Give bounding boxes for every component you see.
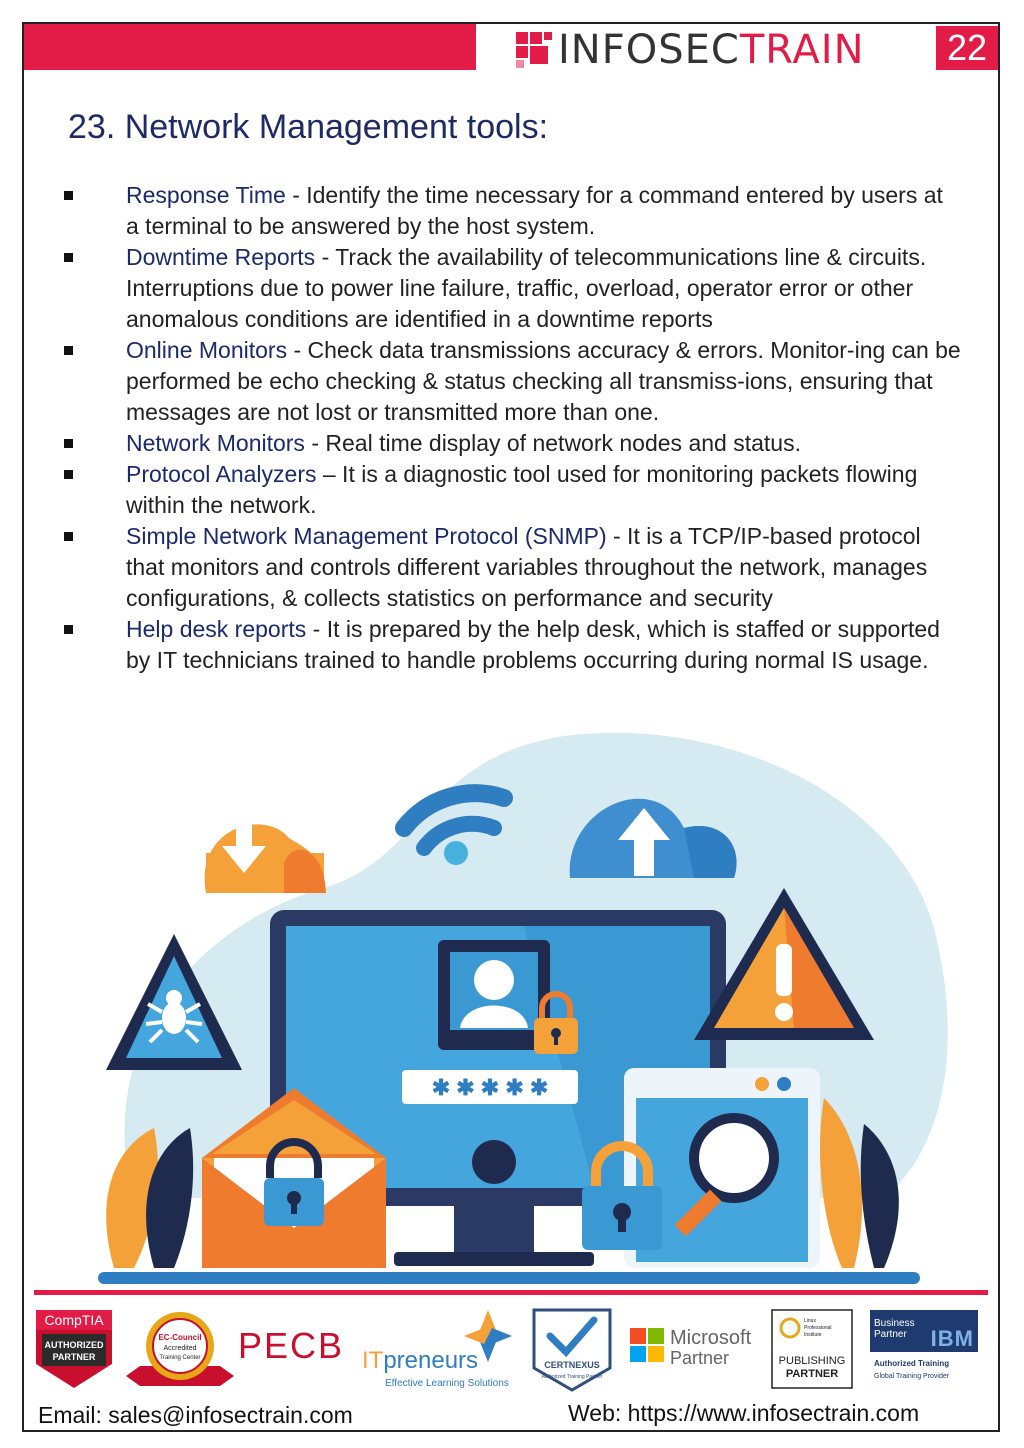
item-description: - It is a TCP/IP-based protocol that monitors and controls different variables throughout the network, manages configurations, & collects statistics on performance and security <box>126 523 928 611</box>
lpi-partner: PARTNER <box>785 1368 839 1380</box>
pecb-logo: PECB <box>238 1325 345 1366</box>
item-term: Online Monitors <box>126 337 288 363</box>
comptia-brand: CompTIA <box>44 1312 104 1328</box>
item-term: Simple Network Management Protocol (SNMP) <box>126 523 607 549</box>
certnexus-badge <box>534 1310 610 1390</box>
eccouncil-line1: EC-Council <box>158 1333 202 1342</box>
bullet-icon <box>64 346 73 355</box>
download-cloud-icon <box>205 810 326 893</box>
itpreneurs-logo <box>362 1310 512 1389</box>
item-description: - Track the availability of telecommunications line & circuits. Interruptions due to power line failure, traffic, overload, operator error or other anomalous conditions are identified in a downtime reports <box>126 244 927 332</box>
item-term: Protocol Analyzers <box>126 461 317 487</box>
user-profile-icon <box>438 940 550 1050</box>
tools-list <box>62 180 962 676</box>
list-item <box>62 521 962 614</box>
footer-divider <box>34 1290 988 1295</box>
microsoft-line1: Microsoft <box>670 1327 752 1349</box>
bullet-icon <box>64 625 73 634</box>
infosectrain-logo <box>514 28 865 72</box>
comptia-badge <box>36 1310 112 1388</box>
list-item <box>62 428 962 459</box>
password-mask: ✱ ✱ ✱ ✱ ✱ <box>431 1075 549 1100</box>
ibm-authorized: Authorized Training <box>874 1359 950 1368</box>
ibm-line2: Partner <box>874 1329 907 1340</box>
bullet-icon <box>64 470 73 479</box>
network-security-illustration <box>94 728 954 1290</box>
comptia-line1: AUTHORIZED <box>44 1340 104 1350</box>
item-term: Response Time <box>126 182 286 208</box>
ibm-business-partner-logo <box>870 1310 978 1380</box>
list-item <box>62 242 962 335</box>
header-red-bar <box>24 24 476 70</box>
comptia-line2: PARTNER <box>52 1352 96 1362</box>
certnexus-tagline: Authorized Training Partner <box>541 1374 603 1380</box>
item-term: Help desk reports <box>126 616 307 642</box>
page-number: 22 <box>936 26 998 70</box>
item-description: - It is prepared by the help desk, which is staffed or supported by IT technicians trained to handle problems occurring during normal IS usage. <box>126 616 940 673</box>
logo-wordmark: INFOSECTRAIN <box>558 27 865 73</box>
ec-council-seal <box>126 1312 234 1386</box>
ibm-wordmark: IBM <box>930 1326 974 1351</box>
itpreneurs-wordmark: ITpreneurs <box>362 1347 479 1374</box>
bullet-icon <box>64 253 73 262</box>
bullet-icon <box>64 532 73 541</box>
eccouncil-line3: Training Center <box>159 1355 201 1361</box>
partner-logos <box>30 1306 990 1394</box>
lpi-line2: Professional <box>804 1325 832 1331</box>
footer-email: Email: sales@infosectrain.com <box>38 1402 353 1428</box>
footer-web: Web: https://www.infosectrain.com <box>568 1400 920 1426</box>
lpi-line1: Linux <box>804 1318 816 1324</box>
item-description: - Real time display of network nodes and status. <box>304 430 801 456</box>
list-item <box>62 614 962 676</box>
ibm-provider: Global Training Provider <box>874 1373 950 1380</box>
ground-line <box>98 1272 920 1284</box>
certnexus-name: CERTNEXUS <box>544 1360 600 1370</box>
lpi-line3: Institute <box>804 1332 822 1338</box>
itpreneurs-tagline: Effective Learning Solutions <box>385 1378 509 1389</box>
list-item <box>62 180 962 242</box>
item-term: Downtime Reports <box>126 244 316 270</box>
bullet-icon <box>64 191 73 200</box>
lpi-publishing: PUBLISHING <box>778 1355 846 1367</box>
section-title: 23. Network Management tools: <box>68 108 549 146</box>
list-item <box>62 459 962 521</box>
password-field <box>402 1070 578 1104</box>
ibm-line1: Business <box>874 1318 915 1329</box>
microsoft-line2: Partner <box>670 1348 730 1368</box>
item-description: - Check data transmissions accuracy & errors. Monitor-ing can be performed be echo checking & status checking all transmiss-ions, ensuring that messages are not lost or transmitted more than one. <box>126 337 961 425</box>
lpi-publishing-partner-logo <box>772 1310 852 1388</box>
microsoft-partner-logo <box>630 1327 752 1368</box>
item-description: – It is a diagnostic tool used for monitoring packets flowing within the network. <box>126 461 918 518</box>
bullet-icon <box>64 439 73 448</box>
item-description: - Identify the time necessary for a command entered by users at a terminal to be answered by the host system. <box>126 182 943 239</box>
eccouncil-line2: Accredited <box>163 1345 197 1352</box>
item-term: Network Monitors <box>126 430 305 456</box>
logo-mark-icon <box>514 30 558 70</box>
list-item <box>62 335 962 428</box>
